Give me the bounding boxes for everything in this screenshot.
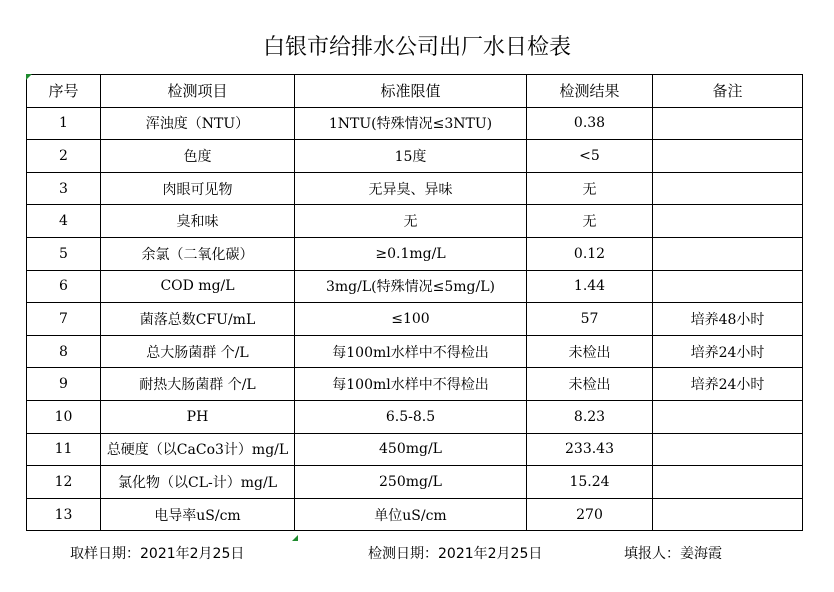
standard-limit: 无: [295, 205, 527, 238]
test-item: 总硬度（以CaCo3计）mg/L: [101, 433, 295, 466]
row-number: 6: [27, 270, 101, 303]
header-row: [27, 75, 803, 108]
test-item: 菌落总数CFU/mL: [101, 303, 295, 336]
table-row: [27, 433, 803, 466]
table-row: [27, 368, 803, 401]
remark: [653, 172, 803, 205]
sample-date: 取样日期：2021年2月25日: [70, 546, 245, 562]
table-row: [27, 140, 803, 173]
test-item: 浑浊度（NTU）: [101, 107, 295, 140]
standard-limit: 1NTU(特殊情况≤3NTU): [295, 107, 527, 140]
test-item: 臭和味: [101, 205, 295, 238]
test-result: <5: [527, 140, 653, 173]
test-item: PH: [101, 400, 295, 433]
row-number: 7: [27, 303, 101, 336]
row-number: 3: [27, 172, 101, 205]
row-number: 9: [27, 368, 101, 401]
test-result: 无: [527, 172, 653, 205]
table-row: [27, 466, 803, 499]
test-item: 余氯（二氧化碳）: [101, 237, 295, 270]
standard-limit: 6.5-8.5: [295, 400, 527, 433]
row-number: 11: [27, 433, 101, 466]
header-result: 检测结果: [527, 75, 653, 108]
test-item: 耐热大肠菌群 个/L: [101, 368, 295, 401]
remark: [653, 140, 803, 173]
test-item: 氯化物（以CL-计）mg/L: [101, 466, 295, 499]
standard-limit: ≤100: [295, 303, 527, 336]
header-note: 备注: [653, 75, 803, 108]
row-number: 5: [27, 237, 101, 270]
remark: [653, 466, 803, 499]
standard-limit: 无异臭、异味: [295, 172, 527, 205]
table-row: [27, 270, 803, 303]
standard-limit: 3mg/L(特殊情况≤5mg/L): [295, 270, 527, 303]
test-result: 15.24: [527, 466, 653, 499]
test-result: 8.23: [527, 400, 653, 433]
header-limit: 标准限值: [295, 75, 527, 108]
row-number: 2: [27, 140, 101, 173]
test-result: 57: [527, 303, 653, 336]
standard-limit: 每100ml水样中不得检出: [295, 335, 527, 368]
row-number: 12: [27, 466, 101, 499]
test-item: 色度: [101, 140, 295, 173]
test-result: 1.44: [527, 270, 653, 303]
table-row: [27, 303, 803, 336]
table-row: [27, 205, 803, 238]
remark: [653, 433, 803, 466]
standard-limit: 450mg/L: [295, 433, 527, 466]
row-number: 10: [27, 400, 101, 433]
remark: 培养24小时: [653, 335, 803, 368]
test-result: 无: [527, 205, 653, 238]
page-title: 白银市给排水公司出厂水日检表: [262, 35, 571, 60]
standard-limit: 15度: [295, 140, 527, 173]
cell-marker: [292, 535, 298, 541]
test-item: 肉眼可见物: [101, 172, 295, 205]
standard-limit: 250mg/L: [295, 466, 527, 499]
test-result: 233.43: [527, 433, 653, 466]
header-no: 序号: [27, 75, 101, 108]
remark: [653, 270, 803, 303]
test-item: 电导率uS/cm: [101, 498, 295, 531]
remark: 培养48小时: [653, 303, 803, 336]
test-result: 未检出: [527, 335, 653, 368]
remark: [653, 205, 803, 238]
table-row: [27, 400, 803, 433]
test-result: 270: [527, 498, 653, 531]
cell-marker: [26, 74, 32, 80]
table-row: [27, 107, 803, 140]
row-number: 13: [27, 498, 101, 531]
row-number: 4: [27, 205, 101, 238]
reporter: 填报人：姜海霞: [624, 546, 722, 562]
table-row: [27, 335, 803, 368]
test-result: 0.38: [527, 107, 653, 140]
header-item: 检测项目: [101, 75, 295, 108]
inspection-table: [26, 74, 803, 531]
standard-limit: 单位uS/cm: [295, 498, 527, 531]
test-item: 总大肠菌群 个/L: [101, 335, 295, 368]
table-row: [27, 172, 803, 205]
row-number: 1: [27, 107, 101, 140]
table-row: [27, 237, 803, 270]
remark: [653, 107, 803, 140]
remark: [653, 237, 803, 270]
standard-limit: 每100ml水样中不得检出: [295, 368, 527, 401]
test-item: COD mg/L: [101, 270, 295, 303]
test-date: 检测日期：2021年2月25日: [368, 546, 543, 562]
remark: [653, 400, 803, 433]
standard-limit: ≥0.1mg/L: [295, 237, 527, 270]
test-result: 未检出: [527, 368, 653, 401]
table-row: [27, 498, 803, 531]
remark: [653, 498, 803, 531]
row-number: 8: [27, 335, 101, 368]
test-result: 0.12: [527, 237, 653, 270]
remark: 培养24小时: [653, 368, 803, 401]
